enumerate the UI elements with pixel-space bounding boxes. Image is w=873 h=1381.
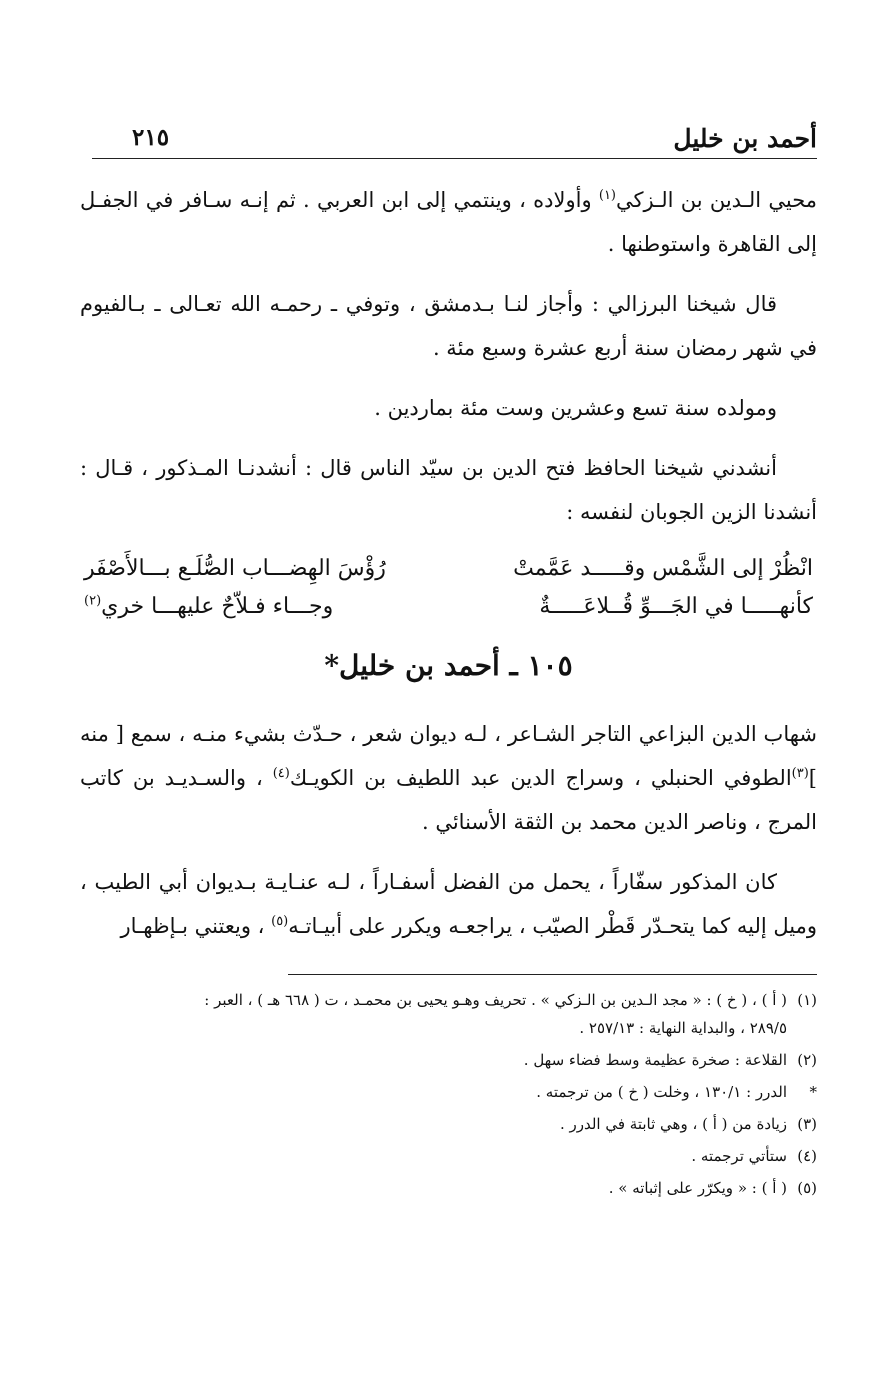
footnote-mark: (٣) <box>797 1115 817 1133</box>
paragraph-4: أنشدني شيخنا الحافظ فتح الدين بن سيّد الناس قال : أنشدنـا المـذكور ، قـال : أنشدنا الزين الجوبان لنفسه : <box>80 456 817 524</box>
paragraph-5-text-a: شهاب الدين البزاعي التاجر الشـاعر ، لـه ديوان شعر ، حـدّث بشيء منـه ، سمع [ منه ] <box>80 722 817 790</box>
footnote-rule <box>288 974 817 975</box>
paragraph-2: قال شيخنا البرزالي : وأجاز لنـا بـدمشق ، وتوفي ـ رحمـه الله تعـالى ـ بـالفيوم في شهر رمضان سنة أربع عشرة وسبع مئة . <box>80 292 817 360</box>
poem-line-2 <box>84 588 813 626</box>
header-rule <box>92 158 817 159</box>
paragraph-1-text-a: محيي الـدين بن الـزكي <box>616 188 818 212</box>
footnote-mark: (١) <box>797 991 817 1009</box>
footnote-text: زيادة من ( أ ) ، وهي ثابتة في الدرر . <box>559 1115 787 1133</box>
poem-line-1 <box>84 550 813 588</box>
page-number: ٢١٥ <box>132 124 170 151</box>
footnote-1-continued: ٢٨٩/٥ ، والبداية النهاية : ٢٥٧/١٣ . <box>579 1019 787 1037</box>
footnote-text: القلاعة : صخرة عظيمة وسط فضاء سهل . <box>523 1051 787 1069</box>
footnote-mark: (٤) <box>797 1147 817 1165</box>
footnote-mark: (٥) <box>797 1179 817 1197</box>
footnote-ref-4: (٤) <box>272 766 290 781</box>
footnote-ref-2: (٢) <box>84 593 102 609</box>
footnote-ref-1: (١) <box>598 188 616 203</box>
entry-heading: ١٠٥ ـ أحمد بن خليل* <box>324 649 573 682</box>
running-title: أحمد بن خليل <box>673 124 817 153</box>
footnote-2 <box>56 1048 817 1072</box>
footnote-mark: (٢) <box>797 1051 817 1069</box>
paragraph-6-text-a: كان المذكور سفّاراً ، يحمل من الفضل أسفـاراً ، لـه عنـايـة بـديوان أبي الطيب ، وميل إليه كما يتحـدّر قَطْر الصيّب ، يراجعـه ويكرر على أبيـاتـه <box>80 870 817 938</box>
footnotes <box>56 988 817 1208</box>
paragraph-6-text-b: ، ويعتني بـإظهـار <box>120 914 272 938</box>
footnote-ref-5: (٥) <box>271 914 289 929</box>
footnote-mark: * <box>809 1083 817 1101</box>
footnote-text: ( أ ) : « ويكرّر على إثباته » . <box>608 1179 787 1197</box>
paragraph-5-text-c: ، والسـديـد بن كاتب المرج ، وناصر الدين محمد بن الثقة الأسنائي . <box>80 766 817 834</box>
footnote-text: الدرر : ١٣٠/١ ، وخلت ( خ ) من ترجمته . <box>536 1083 787 1101</box>
footnote-3 <box>56 1112 817 1136</box>
footnote-star <box>56 1080 817 1104</box>
paragraph-1 <box>80 178 817 266</box>
footnote-4 <box>56 1144 817 1168</box>
footnote-text: ستأتي ترجمته . <box>691 1147 787 1165</box>
paragraph-3: ومولده سنة تسع وعشرين وست مئة بماردين . <box>374 396 777 420</box>
paragraph-5 <box>80 712 817 844</box>
paragraph-5-text-b: الطوفي الحنبلي ، وسراج الدين عبد اللطيف بن الكويـك <box>289 766 792 790</box>
paragraph-6 <box>80 860 817 948</box>
page-header <box>92 118 817 158</box>
hemistich-1b: رُؤْسَ الهِضـــاب الصُّلَـع بـــالأَصْفَر <box>84 556 386 581</box>
paragraph-1-text-b: وأولاده ، وينتمي إلى ابن العربي . ثم إنـه سـافر في الجفـل إلى القاهرة واستوطنها . <box>80 188 817 256</box>
hemistich-2a: كأنهـــــا في الجَـــوِّ قُــلاعَـــــةٌ <box>539 594 813 619</box>
footnote-text: ( أ ) ، ( خ ) : « مجد الـدين بن الـزكي » . تحريف وهـو يحيى بن محمـد ، ت ( ٦٦٨ هـ ) ، العبر : <box>204 991 787 1009</box>
hemistich-2b-text: وجـــاء فـلاّحٌ عليهـــا خري <box>101 594 334 619</box>
main-text <box>80 178 817 964</box>
footnote-ref-3: (٣) <box>791 766 809 781</box>
footnote-5 <box>56 1176 817 1200</box>
poem <box>80 550 817 626</box>
footnote-1 <box>56 988 817 1012</box>
hemistich-2b <box>84 588 434 626</box>
hemistich-1a: انْظُرْ إلى الشَّمْس وقـــــد عَمَّمتْ <box>513 556 813 581</box>
